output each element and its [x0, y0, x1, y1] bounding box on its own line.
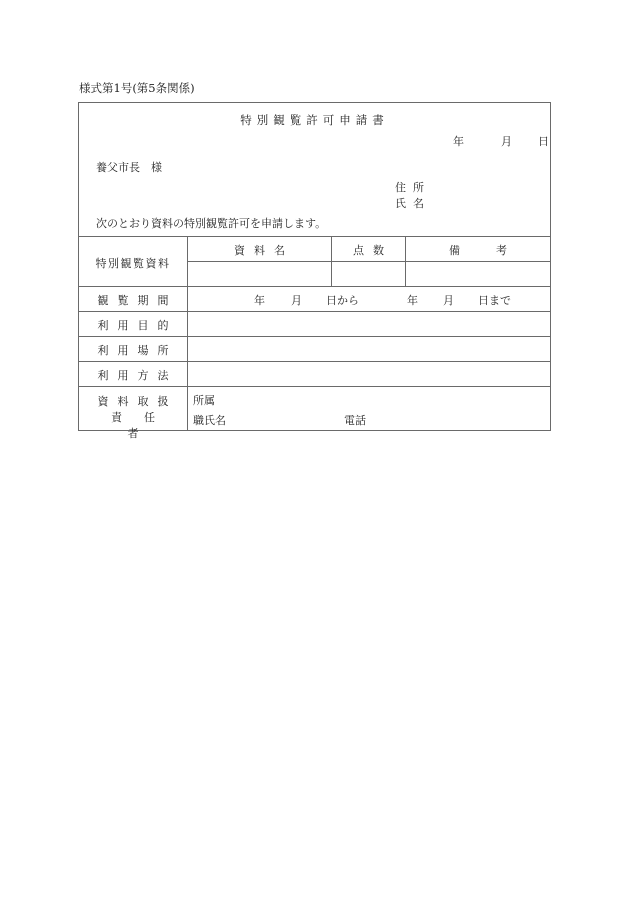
phone-field[interactable]: 電話: [344, 414, 366, 427]
material-remarks-input[interactable]: [407, 263, 549, 285]
period-to-month[interactable]: 月: [443, 294, 454, 307]
material-count-input[interactable]: [333, 263, 404, 285]
divider: [79, 336, 550, 337]
period-from-year[interactable]: 年: [254, 294, 265, 307]
form-number: 様式第1号(第5条関係): [79, 81, 195, 95]
affiliation-field[interactable]: 所属: [193, 394, 215, 407]
column-header-remarks: 備考: [449, 244, 543, 257]
method-input[interactable]: [189, 363, 549, 385]
responsible-label-line1: 資料取扱: [97, 395, 178, 408]
date-line: [453, 133, 549, 149]
responsible-label-line2: 責任者: [111, 411, 177, 440]
address-field[interactable]: 住所: [395, 181, 431, 194]
divider: [79, 236, 550, 237]
date-day-field[interactable]: 日: [538, 135, 549, 148]
period-from-day[interactable]: 日から: [326, 294, 359, 307]
divider: [79, 286, 550, 287]
place-label: 利用場所: [97, 344, 178, 357]
place-input[interactable]: [189, 338, 549, 360]
job-name-field[interactable]: 職氏名: [193, 414, 226, 427]
column-header-material-name: 資料名: [234, 244, 294, 257]
addressee: 養父市長 様: [96, 161, 162, 174]
applicant-name-field[interactable]: 氏名: [395, 197, 431, 210]
method-label: 利用方法: [97, 369, 178, 382]
purpose-input[interactable]: [189, 313, 549, 335]
column-header-count: 点数: [353, 244, 393, 257]
date-month-field[interactable]: 月: [501, 135, 512, 148]
divider: [79, 361, 550, 362]
application-statement: 次のとおり資料の特別観覧許可を申請します。: [96, 217, 327, 230]
application-form: [78, 102, 551, 440]
divider: [187, 236, 188, 431]
material-name-input[interactable]: [189, 263, 330, 285]
period-from-month[interactable]: 月: [291, 294, 302, 307]
date-year-field[interactable]: 年: [453, 135, 464, 148]
divider: [79, 386, 550, 387]
divider: [188, 261, 550, 262]
divider: [79, 311, 550, 312]
materials-label: 特別観覧資料: [95, 257, 171, 270]
period-to-year[interactable]: 年: [407, 294, 418, 307]
viewing-period-label: 観覧期間: [97, 294, 178, 307]
period-to-day[interactable]: 日まで: [478, 294, 511, 307]
purpose-label: 利用目的: [97, 319, 178, 332]
form-title: 特別観覧許可申請書: [240, 113, 389, 127]
